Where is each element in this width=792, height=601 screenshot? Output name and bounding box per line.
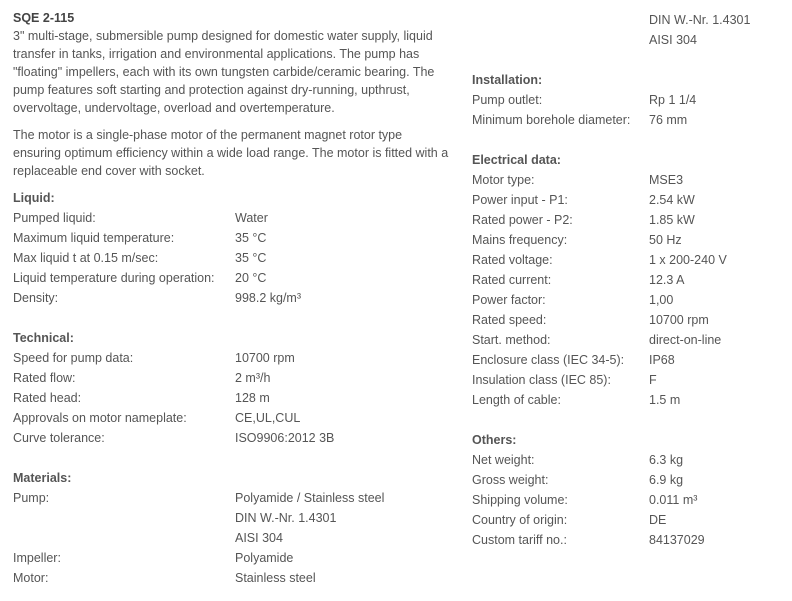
spec-row — [13, 528, 453, 548]
spec-row — [13, 268, 453, 288]
spec-label: Rated speed: — [472, 313, 547, 327]
section-heading: Technical: — [13, 331, 74, 345]
spec-row — [13, 428, 453, 448]
right-column — [472, 10, 782, 550]
spec-value: MSE3 — [649, 173, 684, 187]
spec-value: Rp 1 1/4 — [649, 93, 697, 107]
spec-value: Polyamide — [235, 551, 294, 565]
spec-value: direct-on-line — [649, 333, 722, 347]
spec-row — [13, 228, 453, 248]
spec-value: AISI 304 — [235, 531, 283, 545]
product-title: SQE 2-115 — [13, 11, 75, 25]
spec-value: Stainless steel — [235, 571, 316, 585]
spec-label: Power input - P1: — [472, 193, 568, 207]
spec-value: CE,UL,CUL — [235, 411, 301, 425]
electrical-section — [472, 150, 782, 410]
spec-row — [13, 408, 453, 428]
installation-section — [472, 70, 782, 130]
spec-value: 76 mm — [649, 113, 688, 127]
spec-value: 2.54 kW — [649, 193, 695, 207]
spec-value: DE — [649, 513, 667, 527]
spec-value: 1.5 m — [649, 393, 681, 407]
spec-row — [472, 270, 782, 290]
spec-value: IP68 — [649, 353, 675, 367]
spec-row — [472, 290, 782, 310]
spec-value: 12.3 A — [649, 273, 685, 287]
spec-label: Motor type: — [472, 173, 535, 187]
spec-row — [472, 30, 782, 50]
spec-label: Minimum borehole diameter: — [472, 113, 631, 127]
spec-row — [13, 388, 453, 408]
spec-label: Motor: — [13, 571, 49, 585]
left-column — [13, 10, 453, 588]
spec-label: Mains frequency: — [472, 233, 568, 247]
liquid-section — [13, 188, 453, 308]
section-heading: Materials: — [13, 471, 72, 485]
spec-row — [472, 190, 782, 210]
spec-label — [13, 508, 235, 528]
spec-row — [472, 370, 782, 390]
spec-label: Pump: — [13, 491, 50, 505]
section-heading: Installation: — [472, 73, 543, 87]
spec-value: 50 Hz — [649, 233, 682, 247]
spec-row — [472, 210, 782, 230]
spec-label: Start. method: — [472, 333, 551, 347]
spec-row — [472, 470, 782, 490]
others-section — [472, 430, 782, 550]
spec-label: Rated power - P2: — [472, 213, 573, 227]
spec-value: 0.011 m³ — [649, 493, 698, 507]
spec-label — [472, 10, 649, 30]
spec-label: Impeller: — [13, 551, 61, 565]
spec-row — [472, 10, 782, 30]
section-heading: Liquid: — [13, 191, 55, 205]
spec-value: Water — [235, 211, 268, 225]
spec-value: 6.9 kg — [649, 473, 684, 487]
motor-material-continued — [472, 10, 782, 50]
spec-value: 35 °C — [235, 231, 267, 245]
spec-value: 2 m³/h — [235, 371, 271, 385]
spec-value: 1 x 200-240 V — [649, 253, 727, 267]
spec-row — [13, 548, 453, 568]
spec-label — [472, 30, 649, 50]
spec-label: Custom tariff no.: — [472, 533, 567, 547]
spec-label: Density: — [13, 291, 59, 305]
motor-description-paragraph: The motor is a single-phase motor of the permanent magnet rotor type ensuring optimum efficiency within a wide load range. The motor is fitted with a replaceable end cover with socket. — [13, 128, 449, 178]
spec-row — [472, 330, 782, 350]
spec-value: F — [649, 373, 657, 387]
spec-value: 10700 rpm — [649, 313, 709, 327]
section-heading: Electrical data: — [472, 153, 561, 167]
spec-value: 84137029 — [649, 533, 705, 547]
spec-value: 1.85 kW — [649, 213, 695, 227]
spec-label: Speed for pump data: — [13, 351, 134, 365]
section-heading: Others: — [472, 433, 517, 447]
spec-label: Max liquid t at 0.15 m/sec: — [13, 251, 159, 265]
spec-row — [13, 288, 453, 308]
spec-value: 35 °C — [235, 251, 267, 265]
spec-label: Pump outlet: — [472, 93, 543, 107]
spec-label: Approvals on motor nameplate: — [13, 411, 187, 425]
spec-value: 998.2 kg/m³ — [235, 291, 302, 305]
spec-row — [472, 350, 782, 370]
spec-row — [472, 530, 782, 550]
materials-section — [13, 468, 453, 588]
spec-row — [472, 230, 782, 250]
spec-row — [13, 508, 453, 528]
spec-row — [13, 488, 453, 508]
spec-label: Rated head: — [13, 391, 82, 405]
spec-row — [13, 248, 453, 268]
spec-value: Polyamide / Stainless steel — [235, 491, 385, 505]
spec-value: 6.3 kg — [649, 453, 684, 467]
spec-label: Length of cable: — [472, 393, 561, 407]
spec-row — [472, 90, 782, 110]
spec-label: Rated voltage: — [472, 253, 553, 267]
spec-value: 1,00 — [649, 293, 674, 307]
spec-label: Rated current: — [472, 273, 552, 287]
spec-value: DIN W.-Nr. 1.4301 — [235, 511, 337, 525]
spec-value: DIN W.-Nr. 1.4301 — [649, 13, 751, 27]
spec-row — [472, 490, 782, 510]
spec-value: 20 °C — [235, 271, 267, 285]
spec-value: 128 m — [235, 391, 270, 405]
spec-label: Power factor: — [472, 293, 546, 307]
spec-label: Shipping volume: — [472, 493, 568, 507]
spec-label: Gross weight: — [472, 473, 549, 487]
spec-label: Country of origin: — [472, 513, 568, 527]
spec-row — [472, 510, 782, 530]
spec-label — [13, 528, 235, 548]
spec-label: Net weight: — [472, 453, 535, 467]
spec-label: Enclosure class (IEC 34-5): — [472, 353, 625, 367]
description-paragraph: 3" multi-stage, submersible pump designed for domestic water supply, liquid transfer in tanks, irrigation and environmental applications. The pump has "floating" impellers, each with its own tungsten carbide/ceramic bearing. The pump features soft starting and protection against dry-running, upthrust, overvoltage, undervoltage, overload and overtemperature. — [13, 29, 435, 115]
spec-label: Pumped liquid: — [13, 211, 96, 225]
spec-row — [472, 310, 782, 330]
spec-row — [472, 250, 782, 270]
spec-label: Curve tolerance: — [13, 431, 105, 445]
spec-value: AISI 304 — [649, 33, 697, 47]
spec-row — [472, 390, 782, 410]
spec-row — [13, 208, 453, 228]
spec-row — [472, 450, 782, 470]
spec-value: 10700 rpm — [235, 351, 295, 365]
spec-row — [13, 568, 453, 588]
spec-row — [13, 348, 453, 368]
spec-row — [13, 368, 453, 388]
spec-label: Maximum liquid temperature: — [13, 231, 175, 245]
spec-label: Rated flow: — [13, 371, 76, 385]
spec-label: Insulation class (IEC 85): — [472, 373, 611, 387]
technical-section — [13, 328, 453, 448]
spec-row — [472, 170, 782, 190]
spec-value: ISO9906:2012 3B — [235, 431, 335, 445]
spec-label: Liquid temperature during operation: — [13, 271, 215, 285]
spec-row — [472, 110, 782, 130]
